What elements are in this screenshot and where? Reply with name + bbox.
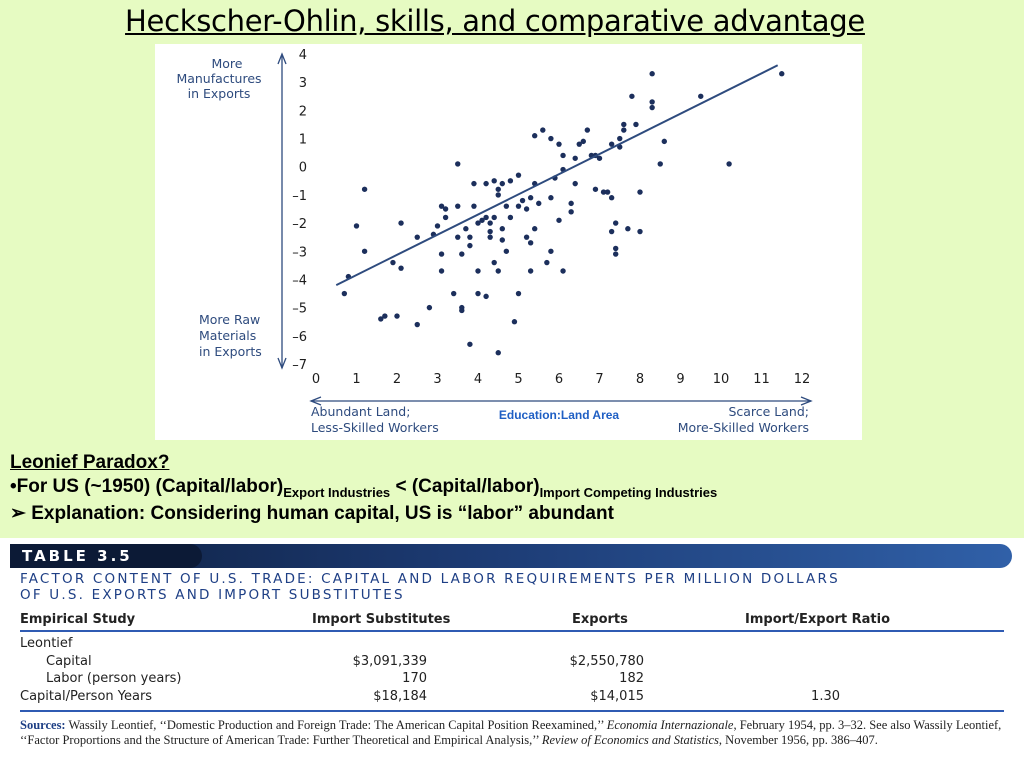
y-tick-label: –7 <box>292 358 307 373</box>
data-point <box>398 220 403 225</box>
row-capital-person-imports: $18,184 <box>373 689 427 704</box>
data-point <box>362 187 367 192</box>
data-point <box>548 249 553 254</box>
col-exports: Exports <box>572 612 628 627</box>
table-title-line-1: FACTOR CONTENT OF U.S. TRADE: CAPITAL AND LABOR REQUIREMENTS PER MILLION DOLLARS <box>20 571 840 587</box>
data-point <box>508 215 513 220</box>
data-point <box>573 181 578 186</box>
data-point <box>362 249 367 254</box>
data-point <box>496 268 501 273</box>
y-bottom-label-1: More Raw <box>199 312 261 327</box>
data-point <box>637 189 642 194</box>
data-point <box>439 268 444 273</box>
data-point <box>532 226 537 231</box>
data-point <box>415 322 420 327</box>
data-point <box>609 195 614 200</box>
data-point <box>548 195 553 200</box>
table-footer-rule <box>20 710 1004 712</box>
x-tick-label: 11 <box>753 372 770 387</box>
col-import-substitutes: Import Substitutes <box>312 612 451 627</box>
data-point <box>649 99 654 104</box>
data-point <box>354 223 359 228</box>
data-point <box>487 220 492 225</box>
data-point <box>504 249 509 254</box>
fit-line <box>336 65 777 285</box>
data-point <box>492 260 497 265</box>
table-3-5 <box>0 538 1024 768</box>
data-point <box>658 161 663 166</box>
col-import-export-ratio: Import/Export Ratio <box>745 612 891 627</box>
x-caption: Education:Land Area <box>498 408 620 422</box>
data-point <box>487 234 492 239</box>
data-point <box>581 139 586 144</box>
data-point <box>568 201 573 206</box>
data-point <box>621 122 626 127</box>
y-tick-label: 2 <box>298 104 307 120</box>
table-title <box>20 571 1010 603</box>
data-point <box>548 136 553 141</box>
row-labor-imports: 170 <box>402 671 427 686</box>
sources-journal-1: Economia Internazionale <box>606 718 734 732</box>
capital-labor-bullet <box>10 476 1010 502</box>
data-point <box>382 313 387 318</box>
x-tick-label: 0 <box>311 372 321 387</box>
data-point <box>609 229 614 234</box>
data-point <box>585 127 590 132</box>
data-point <box>568 209 573 214</box>
sources-journal-2: Review of Economics and Statistics <box>541 733 719 747</box>
row-labor-exports: 182 <box>619 671 644 686</box>
bullet-prefix: •For US (~1950) (Capital/labor) <box>10 476 284 497</box>
sources-label: Sources: <box>20 718 66 732</box>
data-point <box>573 156 578 161</box>
scatter-figure <box>155 44 862 440</box>
data-point <box>459 251 464 256</box>
data-point <box>467 234 472 239</box>
y-tick-label: –3 <box>292 245 307 261</box>
data-point <box>528 268 533 273</box>
data-point <box>451 291 456 296</box>
data-point <box>492 215 497 220</box>
x-tick-label: 5 <box>514 372 523 387</box>
y-tick-label: 4 <box>298 48 307 63</box>
bullet-mid: < (Capital/labor) <box>390 476 540 497</box>
y-top-label-1: More <box>211 56 243 71</box>
x-right-label-1: Scarce Land; <box>728 404 809 419</box>
data-point <box>532 133 537 138</box>
data-point <box>512 319 517 324</box>
data-point <box>613 246 618 251</box>
data-point <box>613 220 618 225</box>
y-bottom-label-2: Materials <box>199 328 257 343</box>
data-point <box>593 187 598 192</box>
data-point <box>540 127 545 132</box>
data-point <box>496 187 501 192</box>
data-point <box>496 192 501 197</box>
data-point <box>556 141 561 146</box>
data-point <box>500 181 505 186</box>
data-point <box>483 294 488 299</box>
row-capital-person-ratio: 1.30 <box>811 689 840 704</box>
x-tick-label: 7 <box>595 372 604 387</box>
y-bottom-label-3: in Exports <box>199 344 262 359</box>
slide-title: Heckscher-Ohlin, skills, and comparative advantage <box>125 4 865 38</box>
row-capital-label: Capital <box>46 654 92 669</box>
data-point <box>556 218 561 223</box>
row-capital-exports: $2,550,780 <box>569 654 644 669</box>
explanation-line: ➢ Explanation: Considering human capital, US is “labor” abundant <box>10 503 614 524</box>
x-tick-label: 2 <box>392 372 402 387</box>
y-tick-label: 1 <box>298 132 307 148</box>
data-point <box>536 201 541 206</box>
x-left-label-1: Abundant Land; <box>311 404 411 419</box>
data-point <box>637 229 642 234</box>
table-label: TABLE 3.5 <box>10 544 202 568</box>
data-point <box>455 234 460 239</box>
x-tick-label: 9 <box>676 372 685 387</box>
data-point <box>394 313 399 318</box>
tick-labels <box>292 48 810 387</box>
data-points <box>342 71 785 355</box>
table-header-rule <box>20 630 1004 632</box>
row-capital-person-exports: $14,015 <box>590 689 644 704</box>
row-capital-imports: $3,091,339 <box>352 654 427 669</box>
data-point <box>779 71 784 76</box>
paradox-text <box>10 452 1010 526</box>
y-tick-label: –5 <box>292 301 307 317</box>
y-tick-label: –4 <box>292 273 307 289</box>
y-tick-label: 3 <box>298 76 307 92</box>
scatter-chart <box>155 44 862 440</box>
data-point <box>459 308 464 313</box>
data-point <box>455 161 460 166</box>
data-point <box>496 350 501 355</box>
data-point <box>439 251 444 256</box>
data-point <box>560 268 565 273</box>
data-point <box>415 234 420 239</box>
data-point <box>463 226 468 231</box>
table-sources <box>20 718 1004 748</box>
data-point <box>698 94 703 99</box>
paradox-heading: Leonief Paradox? <box>10 452 170 473</box>
data-point <box>427 305 432 310</box>
data-point <box>467 342 472 347</box>
sources-text-3: , November 1956, pp. 386–407. <box>718 733 878 747</box>
table-title-line-2: OF U.S. EXPORTS AND IMPORT SUBSTITUTES <box>20 587 405 603</box>
data-point <box>633 122 638 127</box>
data-point <box>516 172 521 177</box>
x-right-label-2: More-Skilled Workers <box>677 420 809 435</box>
data-point <box>520 198 525 203</box>
data-point <box>471 181 476 186</box>
data-point <box>500 226 505 231</box>
data-point <box>467 243 472 248</box>
data-point <box>649 105 654 110</box>
x-tick-label: 3 <box>433 372 442 387</box>
sources-text-1: Wassily Leontief, ‘‘Domestic Production and Foreign Trade: The American Capital Position Reexamined,’’ <box>65 718 607 732</box>
data-point <box>560 153 565 158</box>
data-point <box>390 260 395 265</box>
data-point <box>492 178 497 183</box>
data-point <box>516 291 521 296</box>
data-point <box>662 139 667 144</box>
x-tick-label: 8 <box>635 372 645 387</box>
x-tick-label: 6 <box>554 372 564 387</box>
data-point <box>342 291 347 296</box>
row-labor-label: Labor (person years) <box>46 671 182 686</box>
data-point <box>483 215 488 220</box>
data-point <box>483 181 488 186</box>
y-top-label-2: Manufactures <box>176 71 262 86</box>
data-point <box>726 161 731 166</box>
row-leontief-label: Leontief <box>20 636 73 651</box>
data-point <box>597 156 602 161</box>
data-point <box>528 195 533 200</box>
data-point <box>528 240 533 245</box>
data-point <box>524 206 529 211</box>
data-point <box>504 203 509 208</box>
data-point <box>544 260 549 265</box>
data-point <box>649 71 654 76</box>
bullet-sub-import: Import Competing Industries <box>539 485 718 500</box>
y-tick-label: –2 <box>292 217 307 233</box>
data-point <box>500 237 505 242</box>
sources-text-2: , February 1954, pp. 3–32. See also Wassily Leontief, ‘‘Factor Proportions and the Structure of American Trade: Further Theoretical and Empirical Analysis,’’ <box>20 718 1002 747</box>
data-point <box>629 94 634 99</box>
data-point <box>398 265 403 270</box>
x-left-label-2: Less-Skilled Workers <box>311 420 439 435</box>
y-tick-label: –6 <box>292 329 307 345</box>
data-point <box>508 178 513 183</box>
x-tick-label: 10 <box>712 372 730 387</box>
y-top-label-3: in Exports <box>187 86 251 101</box>
x-tick-label: 4 <box>473 372 483 387</box>
data-point <box>435 223 440 228</box>
data-point <box>516 203 521 208</box>
x-tick-label: 12 <box>793 372 811 387</box>
data-point <box>605 189 610 194</box>
bullet-sub-export: Export Industries <box>283 485 391 500</box>
axes <box>278 54 811 405</box>
data-point <box>613 251 618 256</box>
data-point <box>455 203 460 208</box>
data-point <box>475 268 480 273</box>
data-point <box>443 206 448 211</box>
x-tick-label: 1 <box>352 372 361 387</box>
y-tick-label: –1 <box>292 188 307 204</box>
data-point <box>487 229 492 234</box>
data-point <box>625 226 630 231</box>
data-point <box>443 215 448 220</box>
data-point <box>617 136 622 141</box>
col-empirical-study: Empirical Study <box>20 612 136 627</box>
y-tick-label: 0 <box>298 160 307 176</box>
row-capital-person-label: Capital/Person Years <box>20 689 153 704</box>
data-point <box>524 234 529 239</box>
fit-line-group <box>336 65 777 285</box>
data-point <box>621 127 626 132</box>
data-point <box>471 203 476 208</box>
data-point <box>475 291 480 296</box>
